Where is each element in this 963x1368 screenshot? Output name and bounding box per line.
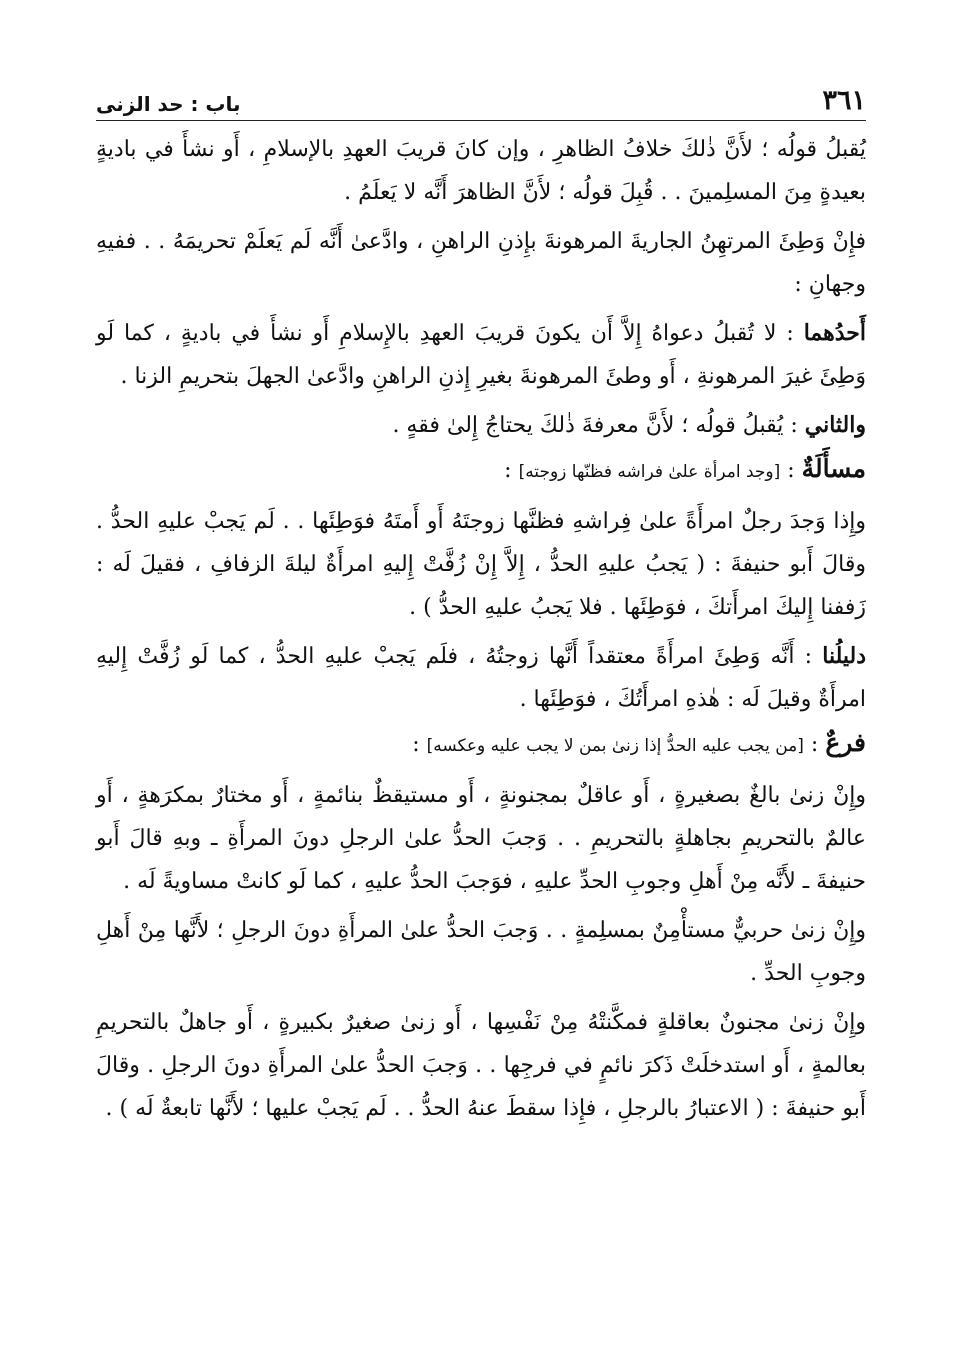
- second-view-text: : يُقبلُ قولُه ؛ لأَنَّ معرفةَ ذٰلكَ يحتاجُ إِلىٰ فقهٍ .: [392, 413, 805, 438]
- branch-colon: :: [803, 732, 826, 757]
- paragraph-3: [96, 312, 866, 398]
- paragraph-6: [96, 635, 866, 721]
- issue-end: :: [504, 458, 519, 483]
- branch-heading: [96, 721, 866, 768]
- branch-label: فرعٌ: [825, 728, 866, 757]
- paragraph-4: [96, 404, 866, 447]
- chapter-title: باب : حد الزنى: [96, 92, 241, 116]
- page-body: [96, 128, 866, 1130]
- issue-colon: :: [780, 458, 802, 483]
- issue-label: مسأَلَةٌ: [801, 454, 866, 483]
- branch-end: :: [412, 732, 427, 757]
- paragraph-5: وإِذا وَجدَ رجلٌ امرأَةً علىٰ فِراشهِ فظنَّها زوجتَهُ أَو أَمتَهُ فوَطِئَها . . لَم يَجبْ عليهِ الحدُّ . وقالَ أَبو حنيفةَ : ( يَجبُ عليهِ الحدُّ ، إِلاَّ إِنْ زُفَّتْ إِليهِ امرأَةٌ ليلةَ الزفافِ ، فقيلَ لَه : زَففنا إِليكَ امرأَتكَ ، فوَطِئَها . فلا يَجبُ عليهِ الحدُّ ) .: [96, 509, 866, 620]
- page-number: ٣٦١: [822, 85, 866, 116]
- paragraph-8: وإِنْ زنىٰ حربيٌّ مستأْمِنٌ بمسلِمةٍ . . وَجبَ الحدُّ علىٰ المرأَةِ دونَ الرجلِ ؛ لأَنَّها مِنْ أَهلِ وجوبِ الحدِّ .: [96, 918, 866, 986]
- paragraph-1: يُقبلُ قولُه ؛ لأَنَّ ذٰلكَ خلافُ الظاهرِ ، وإن كانَ قريبَ العهدِ بالإسلامِ ، أَو نشأَ في باديةٍ بعيدةٍ مِنَ المسلِمينَ . . قُبِلَ قولُه ؛ لأَنَّ الظاهرَ أَنَّه لا يَعلَمُ .: [96, 137, 867, 205]
- evidence-text: : أَنَّه وَطِئَ امرأَةً معتقداً أَنَّها زوجتُهُ ، فلَم يَجبْ عليهِ الحدُّ ، كما لَو زُفَّتْ إِليهِ امرأَةٌ وقيلَ لَه : هٰذهِ امرأَتُكَ ، فوَطِئَها .: [96, 644, 866, 712]
- issue-title: [وجد امرأة علىٰ فراشه فظنّها زوجته]: [518, 462, 781, 482]
- paragraph-7: وإِنْ زنىٰ بالغٌ بصغيرةٍ ، أَو عاقلٌ بمجنونةٍ ، أَو مستيقظٌ بنائمةٍ ، أَو مختارٌ بمكرَهةٍ ، أَو عالمٌ بالتحريمِ بجاهلةٍ بالتحريمِ . . وَجبَ الحدُّ علىٰ الرجلِ دونَ المرأَةِ ـ وبهِ قالَ أَبو حنيفةَ ـ لأَنَّه مِنْ أَهلِ وجوبِ الحدِّ عليهِ ، فوَجبَ الحدُّ عليهِ ، كما لَو كانتْ مساويةً لَه .: [96, 783, 866, 894]
- first-view-label: أَحدُهما: [803, 320, 866, 346]
- paragraph-9: وإِنْ زنىٰ مجنونٌ بعاقلةٍ فمكَّنتْهُ مِنْ نَفْسِها ، أَو زنىٰ صغيرٌ بكبيرةٍ ، أَو جاهلٌ بالتحريمِ بعالمةٍ ، أَو استدخلَتْ ذَكرَ نائمٍ في فرجِها . . وَجبَ الحدُّ علىٰ المرأَةِ دونَ الرجلِ . وقالَ أَبو حنيفةَ : ( الاعتبارُ بالرجلِ ، فإِذا سقطَ عنهُ الحدُّ . . لَم يَجبْ عليها ؛ لأَنَّها تابعةٌ لَه ) .: [96, 1010, 866, 1121]
- issue-heading: [96, 447, 866, 494]
- branch-title: [من يجب عليه الحدُّ إذا زنىٰ بمن لا يجب عليه وعكسه]: [426, 736, 804, 756]
- evidence-label: دليلُنا: [822, 643, 866, 669]
- second-view-label: والثاني: [804, 412, 866, 438]
- header-rule: [96, 120, 866, 121]
- paragraph-2: فإِنْ وَطِئَ المرتهِنُ الجاريةَ المرهونةَ بإِذنِ الراهنِ ، وادَّعىٰ أَنَّه لَم يَعلَمْ تحريمَهُ . . ففيهِ وجهانِ :: [96, 229, 866, 297]
- first-view-text: : لا تُقبلُ دعواهُ إِلاَّ أَن يكونَ قريبَ العهدِ بالإِسلامِ أَو نشأَ في باديةٍ ، كما لَو وَطِئَ غيرَ المرهونةِ ، أَو وطئَ المرهونةَ بغيرِ إِذنِ الراهنِ وادَّعىٰ الجهلَ بتحريمِ الزنا .: [96, 321, 866, 389]
- running-header: [96, 78, 866, 116]
